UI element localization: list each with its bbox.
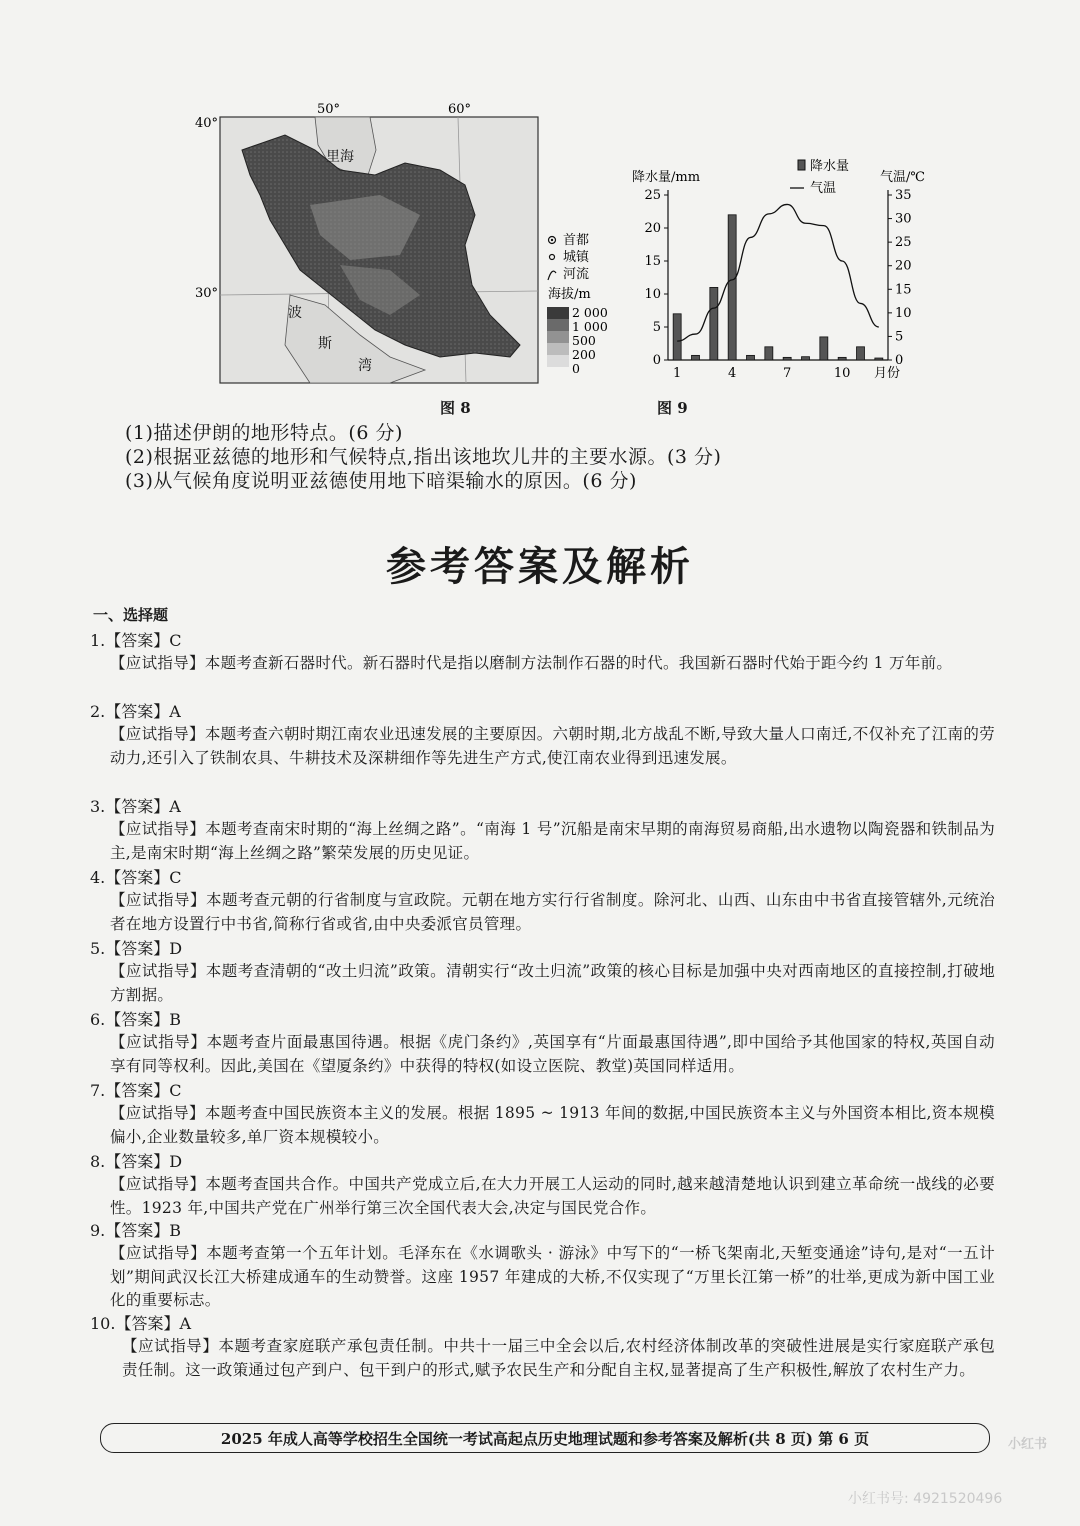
section-heading: 一、选择题 bbox=[93, 606, 169, 624]
page-title: 参考答案及解析 bbox=[386, 543, 694, 590]
y-axis-label: 降水量/mm bbox=[632, 170, 701, 185]
watermark-logo: 小红书 bbox=[1008, 1437, 1048, 1452]
elev-0: 0 bbox=[572, 361, 580, 376]
answer-10-guide: 【应试指导】本题考查家庭联产承包责任制。中共十一届三中全会以后,农村经济体制改革的突破性进展是实行家庭联产承包责任制。这一政策通过包产到户、包干到户的形式,赋予农民生产和分配自主权,显著提高了生产积极性,解放了农村生产力。 bbox=[122, 1337, 995, 1379]
answer-1-label: 1.【答案】C bbox=[90, 631, 182, 650]
answer-6-label: 6.【答案】B bbox=[90, 1010, 182, 1029]
page-footer bbox=[100, 1423, 990, 1453]
precip-bar bbox=[838, 357, 846, 360]
precip-bar bbox=[783, 357, 791, 360]
answer-9-label: 9.【答案】B bbox=[90, 1221, 182, 1240]
gulf-label-2: 斯 bbox=[318, 336, 332, 352]
answer-3-label: 3.【答案】A bbox=[90, 797, 181, 816]
legend-river: 河流 bbox=[563, 267, 590, 282]
answer-5-guide: 【应试指导】本题考查清朝的“改土归流”政策。清朝实行“改土归流”政策的核心目标是加强中央对西南地区的直接控制,打破地方割据。 bbox=[110, 962, 995, 1004]
elev-1000: 1 000 bbox=[572, 319, 608, 334]
question-1: (1)描述伊朗的地形特点。(6 分) bbox=[125, 422, 403, 444]
answer-10-label: 10.【答案】A bbox=[90, 1314, 192, 1333]
answer-1-guide: 【应试指导】本题考查新石器时代。新石器时代是指以磨制方法制作石器的时代。我国新石器时代始于距今约 1 万年前。 bbox=[110, 654, 953, 672]
lon-label-50: 50° bbox=[317, 102, 341, 117]
legend-temp-label: 气温 bbox=[810, 181, 837, 196]
precip-bar bbox=[673, 314, 681, 360]
question-3: (3)从气候角度说明亚兹德使用地下暗渠输水的原因。(6 分) bbox=[125, 470, 637, 492]
map-legend bbox=[547, 232, 608, 376]
precip-bar bbox=[747, 355, 755, 360]
elev-500: 500 bbox=[572, 333, 596, 348]
precip-bar bbox=[765, 347, 773, 360]
precip-bar bbox=[857, 347, 865, 360]
answer-4-guide: 【应试指导】本题考查元朝的行省制度与宣政院。元朝在地方实行行省制度。除河北、山西、山东由中书省直接管辖外,元统治者在地方设置行中书省,简称行省或省,由中央委派官员管理。 bbox=[110, 891, 995, 933]
gulf-label-3: 湾 bbox=[358, 358, 372, 374]
y2-axis-label: 气温/℃ bbox=[880, 170, 925, 185]
lat-label-40: 40° bbox=[195, 116, 219, 131]
figure-8-caption: 图 8 bbox=[440, 399, 471, 417]
precip-bar bbox=[692, 355, 700, 360]
y-tick-label: 5 bbox=[652, 320, 661, 335]
answer-3-guide: 【应试指导】本题考查南宋时期的“海上丝绸之路”。“南海 1 号”沉船是南宋早期的南海贸易商船,出水遗物以陶瓷器和铁制品为主,是南宋时期“海上丝绸之路”繁荣发展的历史见证。 bbox=[110, 820, 995, 862]
temperature-line bbox=[677, 204, 879, 341]
y2-tick-label: 20 bbox=[895, 258, 912, 274]
lon-label-60: 60° bbox=[448, 102, 472, 117]
answer-9-guide: 【应试指导】本题考查第一个五年计划。毛泽东在《水调歌头 · 游泳》中写下的“一桥飞架南北,天堑变通途”诗句,是对“一五计划”期间武汉长江大桥建成通车的生动赞誉。这座 1957 年建成的大桥,不仅实现了“万里长江第一桥”的壮举,更成为新中国工业化的重要标志。 bbox=[110, 1244, 995, 1309]
legend-town: 城镇 bbox=[563, 250, 590, 265]
answer-7-label: 7.【答案】C bbox=[90, 1081, 182, 1100]
answer-5-label: 5.【答案】D bbox=[90, 939, 183, 958]
answer-6-guide: 【应试指导】本题考查片面最惠国待遇。根据《虎门条约》,英国享有“片面最惠国待遇”,即中国给予其他国家的特权,英国自动享有同等权利。因此,美国在《望厦条约》中获得的特权(如设立医院、教堂)英国同样适用。 bbox=[110, 1033, 995, 1075]
lat-label-30: 30° bbox=[195, 286, 219, 301]
river-icon bbox=[548, 271, 556, 280]
precip-bar bbox=[710, 287, 718, 360]
answer-2-label: 2.【答案】A bbox=[90, 702, 181, 721]
caspian-label: 里海 bbox=[326, 149, 354, 165]
answer-4-label: 4.【答案】C bbox=[90, 868, 182, 887]
x-tick-label: 4 bbox=[728, 366, 737, 381]
y-tick-label: 0 bbox=[652, 353, 661, 368]
precip-bar bbox=[820, 337, 828, 360]
x-tick-label: 10 bbox=[833, 366, 851, 381]
town-icon bbox=[550, 255, 555, 260]
answer-2-guide: 【应试指导】本题考查六朝时期江南农业迅速发展的主要原因。六朝时期,北方战乱不断,导致大量人口南迁,不仅补充了江南的劳动力,还引入了铁制农具、牛耕技术及深耕细作等先进生产方式,使江南农业得到迅速发展。 bbox=[110, 725, 995, 767]
precip-bar bbox=[875, 358, 883, 360]
figure-8-map bbox=[190, 95, 620, 395]
figure-9-chart bbox=[630, 155, 930, 385]
elev-200: 200 bbox=[572, 347, 596, 362]
y2-tick-label: 25 bbox=[895, 235, 912, 251]
y-tick-label: 20 bbox=[644, 221, 661, 236]
y2-tick-label: 5 bbox=[895, 329, 904, 345]
y2-tick-label: 35 bbox=[895, 188, 912, 203]
legend-precip-label: 降水量 bbox=[810, 159, 850, 174]
legend-elevation-title: 海拔/m bbox=[548, 287, 591, 302]
y2-tick-label: 30 bbox=[895, 211, 912, 227]
gulf-label-1: 波 bbox=[288, 305, 302, 321]
x-axis-label: 月份 bbox=[874, 366, 901, 381]
footer-text: 2025 年成人高等学校招生全国统一考试高起点历史地理试题和参考答案及解析(共 8 页) 第 6 页 bbox=[220, 1429, 870, 1448]
precip-bar bbox=[802, 357, 810, 360]
figure-9-caption: 图 9 bbox=[657, 399, 688, 417]
precip-bar bbox=[728, 215, 736, 360]
y-tick-label: 10 bbox=[644, 287, 661, 302]
y2-tick-label: 0 bbox=[895, 353, 904, 368]
elev-2000: 2 000 bbox=[572, 305, 608, 320]
answer-8-label: 8.【答案】D bbox=[90, 1152, 183, 1171]
x-tick-label: 7 bbox=[783, 366, 792, 381]
answer-7-guide: 【应试指导】本题考查中国民族资本主义的发展。根据 1895 ~ 1913 年间的数据,中国民族资本主义与外国资本相比,资本规模偏小,企业数量较多,单厂资本规模较小。 bbox=[110, 1104, 995, 1146]
y-tick-label: 15 bbox=[644, 254, 661, 269]
question-2: (2)根据亚兹德的地形和气候特点,指出该地坎儿井的主要水源。(3 分) bbox=[125, 446, 722, 468]
legend-capital: 首都 bbox=[563, 233, 590, 248]
y2-tick-label: 10 bbox=[895, 305, 912, 321]
legend-precip-swatch bbox=[798, 160, 805, 170]
y2-tick-label: 15 bbox=[895, 282, 912, 298]
answer-8-guide: 【应试指导】本题考查国共合作。中国共产党成立后,在大力开展工人运动的同时,越来越清楚地认识到建立革命统一战线的必要性。1923 年,中国共产党在广州举行第三次全国代表大会,决定与国民党合作。 bbox=[110, 1175, 995, 1217]
y-tick-label: 25 bbox=[644, 188, 661, 203]
watermark-id: 小红书号: 4921520496 bbox=[848, 1491, 1003, 1507]
x-tick-label: 1 bbox=[673, 366, 682, 381]
